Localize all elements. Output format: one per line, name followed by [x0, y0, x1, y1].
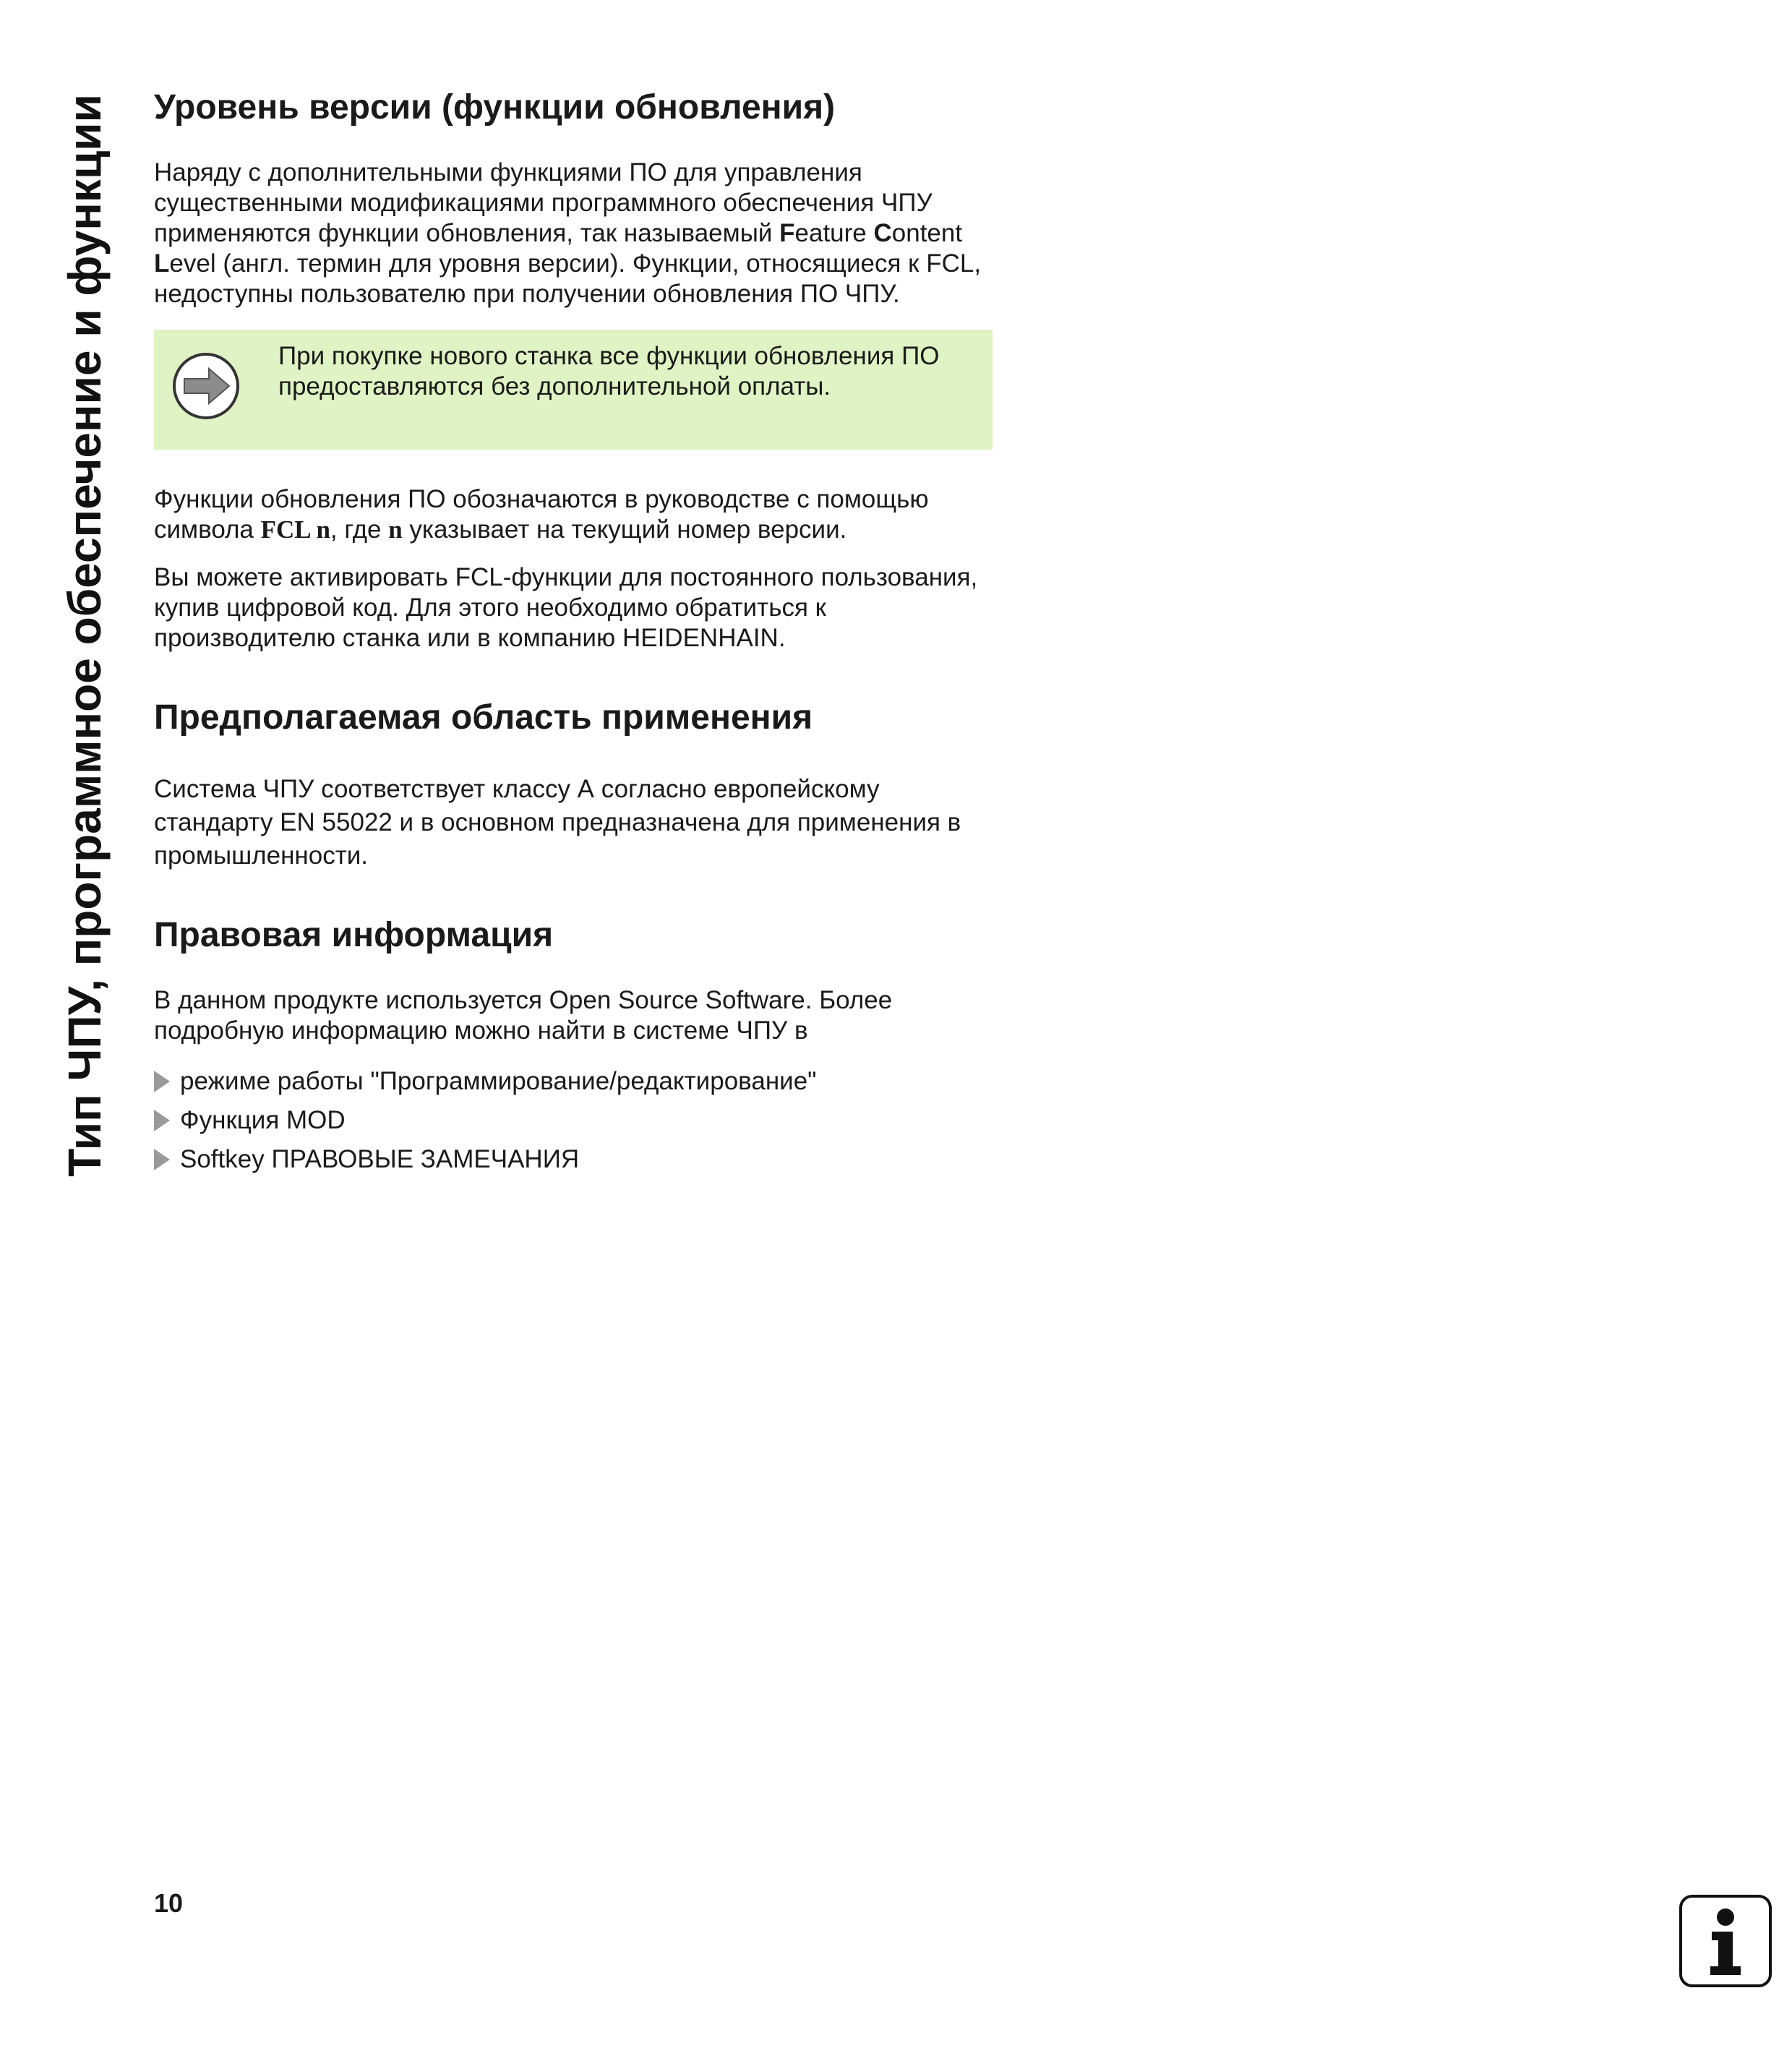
triangle-bullet-icon [154, 1149, 170, 1170]
legal-info-list [154, 1062, 993, 1179]
info-icon [1679, 1894, 1772, 1988]
side-chapter-title: Тип ЧПУ, программное обеспечение и функции [59, 94, 111, 1177]
list-item: Функция MOD [154, 1101, 993, 1140]
section-title-legal-info: Правовая информация [154, 916, 554, 955]
section-title-intended-use: Предполагаемая область применения [154, 698, 813, 737]
list-item: Softkey ПРАВОВЫЕ ЗАМЕЧАНИЯ [154, 1140, 993, 1179]
paragraph-fcl-mark: Функции обновления ПО обозначаются в руководстве с помощью символа FCL n, где n указывает на текущий номер версии. [154, 484, 929, 544]
page-number: 10 [154, 1888, 184, 1918]
note-box [154, 330, 993, 450]
note-text: При покупке нового станка все функции обновления ПО предоставляются без дополнительной оплаты. [278, 341, 940, 400]
paragraph-legal-info: В данном продукте используется Open Source Software. Более подробную информацию можно найти в системе ЧПУ в [154, 985, 893, 1045]
triangle-bullet-icon [154, 1071, 170, 1092]
paragraph-intended-use: Система ЧПУ соответствует классу А согласно европейскому стандарту EN 55022 и в основном предназначена для применения в промышленности. [154, 775, 961, 870]
section-title-version-level: Уровень версии (функции обновления) [154, 88, 836, 127]
paragraph-fcl-activate: Вы можете активировать FCL-функции для постоянного пользования, купив цифровой код. Для этого необходимо обратиться к производителю станка или в компанию HEIDENHAIN. [154, 562, 978, 652]
list-item: режиме работы "Программирование/редактирование" [154, 1062, 993, 1101]
main-content [154, 87, 993, 1179]
arrow-right-icon [171, 351, 241, 421]
triangle-bullet-icon [154, 1110, 170, 1131]
paragraph-fcl-intro: Наряду с дополнительными функциями ПО для управления существенными модификациями программного обеспечения ЧПУ применяются функции обновления, так называемый Feature Content Level (англ. термин для уровня версии). Функции, относящиеся к FCL, недоступны пользователю при получении обновления ПО ЧПУ. [154, 158, 982, 308]
